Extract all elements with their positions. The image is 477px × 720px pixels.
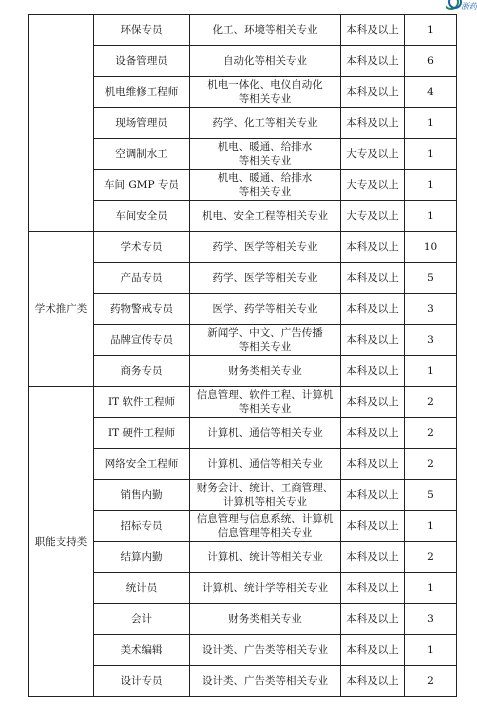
major-cell: 机电、暖通、给排水 等相关专业 xyxy=(190,139,341,170)
position-cell: 网络安全工程师 xyxy=(94,449,190,480)
major-cell: 设计类、广告类等相关专业 xyxy=(190,635,341,666)
count-cell: 1 xyxy=(405,356,457,387)
position-cell: 商务专员 xyxy=(94,356,190,387)
table-row xyxy=(29,77,457,108)
education-cell: 本科及以上 xyxy=(341,666,405,697)
position-cell: 销售内勤 xyxy=(94,480,190,511)
position-cell: 结算内勤 xyxy=(94,542,190,573)
count-cell: 1 xyxy=(405,15,457,46)
position-cell: 设备管理员 xyxy=(94,46,190,77)
major-cell: 药学、医学等相关专业 xyxy=(190,263,341,294)
position-cell: 招标专员 xyxy=(94,511,190,542)
education-cell: 本科及以上 xyxy=(341,15,405,46)
major-cell: 药学、医学等相关专业 xyxy=(190,232,341,263)
count-cell: 2 xyxy=(405,542,457,573)
position-cell: 车间 GMP 专员 xyxy=(94,170,190,201)
education-cell: 本科及以上 xyxy=(341,356,405,387)
position-cell: 美术编辑 xyxy=(94,635,190,666)
count-cell: 2 xyxy=(405,418,457,449)
major-cell: 自动化等相关专业 xyxy=(190,46,341,77)
recruitment-table-body xyxy=(29,15,457,697)
major-cell: 机电、暖通、给排水 等相关专业 xyxy=(190,170,341,201)
major-cell: 计算机、统计等相关专业 xyxy=(190,542,341,573)
position-cell: 环保专员 xyxy=(94,15,190,46)
table-row xyxy=(29,418,457,449)
count-cell: 1 xyxy=(405,201,457,232)
table-row xyxy=(29,387,457,418)
major-cell: 医学、药学等相关专业 xyxy=(190,294,341,325)
major-cell: 财务会计、统计、工商管理、 计算机等相关专业 xyxy=(190,480,341,511)
major-cell: 设计类、广告类等相关专业 xyxy=(190,666,341,697)
table-row xyxy=(29,480,457,511)
table-row xyxy=(29,573,457,604)
position-cell: 学术专员 xyxy=(94,232,190,263)
position-cell: 设计专员 xyxy=(94,666,190,697)
table-row xyxy=(29,542,457,573)
table-row xyxy=(29,170,457,201)
position-cell: IT 软件工程师 xyxy=(94,387,190,418)
education-cell: 本科及以上 xyxy=(341,542,405,573)
education-cell: 本科及以上 xyxy=(341,635,405,666)
position-cell: 统计员 xyxy=(94,573,190,604)
position-cell: 机电维修工程师 xyxy=(94,77,190,108)
major-cell: 计算机、统计学等相关专业 xyxy=(190,573,341,604)
count-cell: 10 xyxy=(405,232,457,263)
education-cell: 本科及以上 xyxy=(341,46,405,77)
count-cell: 4 xyxy=(405,77,457,108)
education-cell: 本科及以上 xyxy=(341,480,405,511)
company-logo xyxy=(446,0,477,14)
education-cell: 本科及以上 xyxy=(341,573,405,604)
count-cell: 5 xyxy=(405,263,457,294)
count-cell: 1 xyxy=(405,108,457,139)
education-cell: 大专及以上 xyxy=(341,139,405,170)
education-cell: 本科及以上 xyxy=(341,418,405,449)
major-cell: 计算机、通信等相关专业 xyxy=(190,418,341,449)
table-row xyxy=(29,46,457,77)
category-cell: 职能支持类 xyxy=(29,387,94,697)
count-cell: 1 xyxy=(405,511,457,542)
table-row xyxy=(29,635,457,666)
major-cell: 化工、环境等相关专业 xyxy=(190,15,341,46)
major-cell: 财务类相关专业 xyxy=(190,356,341,387)
table-row xyxy=(29,449,457,480)
major-cell: 信息管理与信息系统、计算机 信息管理等相关专业 xyxy=(190,511,341,542)
education-cell: 本科及以上 xyxy=(341,511,405,542)
position-cell: IT 硬件工程师 xyxy=(94,418,190,449)
table-row xyxy=(29,294,457,325)
count-cell: 6 xyxy=(405,46,457,77)
count-cell: 1 xyxy=(405,635,457,666)
table-row xyxy=(29,356,457,387)
count-cell: 2 xyxy=(405,387,457,418)
table-row xyxy=(29,201,457,232)
table-row xyxy=(29,139,457,170)
education-cell: 本科及以上 xyxy=(341,232,405,263)
count-cell: 5 xyxy=(405,480,457,511)
count-cell: 1 xyxy=(405,170,457,201)
count-cell: 1 xyxy=(405,139,457,170)
count-cell: 3 xyxy=(405,604,457,635)
recruitment-table xyxy=(28,14,457,697)
table-row xyxy=(29,108,457,139)
position-cell: 产品专员 xyxy=(94,263,190,294)
count-cell: 2 xyxy=(405,449,457,480)
education-cell: 大专及以上 xyxy=(341,170,405,201)
education-cell: 本科及以上 xyxy=(341,325,405,356)
category-cell: 学术推广类 xyxy=(29,232,94,387)
major-cell: 计算机、通信等相关专业 xyxy=(190,449,341,480)
education-cell: 本科及以上 xyxy=(341,387,405,418)
position-cell: 品牌宣传专员 xyxy=(94,325,190,356)
major-cell: 机电一体化、电仪自动化 等相关专业 xyxy=(190,77,341,108)
position-cell: 车间安全员 xyxy=(94,201,190,232)
education-cell: 本科及以上 xyxy=(341,108,405,139)
major-cell: 机电、安全工程等相关专业 xyxy=(190,201,341,232)
table-row xyxy=(29,604,457,635)
major-cell: 财务类相关专业 xyxy=(190,604,341,635)
education-cell: 本科及以上 xyxy=(341,263,405,294)
education-cell: 大专及以上 xyxy=(341,201,405,232)
category-cell xyxy=(29,15,94,232)
education-cell: 本科及以上 xyxy=(341,294,405,325)
position-cell: 空调制水工 xyxy=(94,139,190,170)
education-cell: 本科及以上 xyxy=(341,77,405,108)
position-cell: 药物警戒专员 xyxy=(94,294,190,325)
logo-wordmark: 浙药 xyxy=(461,2,477,11)
major-cell: 新闻学、中文、广告传播 等相关专业 xyxy=(190,325,341,356)
logo-mark-icon xyxy=(446,0,477,14)
table-row xyxy=(29,666,457,697)
count-cell: 2 xyxy=(405,666,457,697)
table-row xyxy=(29,263,457,294)
table-row xyxy=(29,232,457,263)
position-cell: 现场管理员 xyxy=(94,108,190,139)
education-cell: 本科及以上 xyxy=(341,449,405,480)
education-cell: 本科及以上 xyxy=(341,604,405,635)
major-cell: 信息管理、软件工程、计算机 等相关专业 xyxy=(190,387,341,418)
count-cell: 3 xyxy=(405,294,457,325)
major-cell: 药学、化工等相关专业 xyxy=(190,108,341,139)
table-row xyxy=(29,325,457,356)
table-row xyxy=(29,511,457,542)
count-cell: 3 xyxy=(405,325,457,356)
table-row xyxy=(29,15,457,46)
position-cell: 会计 xyxy=(94,604,190,635)
count-cell: 1 xyxy=(405,573,457,604)
